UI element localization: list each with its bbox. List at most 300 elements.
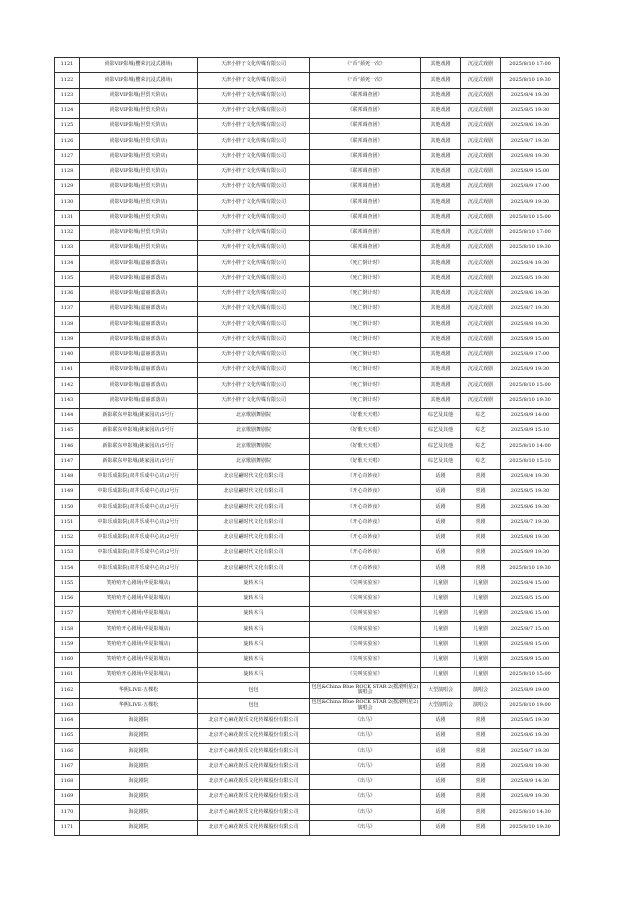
category-cell: 其他戏剧 bbox=[421, 149, 461, 164]
show-title-cell: 《死亡倒计时》 bbox=[310, 302, 421, 317]
category-cell: 其他戏剧 bbox=[421, 378, 461, 393]
subcategory-cell: 综艺 bbox=[461, 439, 501, 454]
venue-cell: 笑哈哈开心剧场(华夏影城店) bbox=[80, 607, 198, 622]
show-title-cell: 《好歌天天唱》 bbox=[310, 439, 421, 454]
organizer-cell: 旋转木马 bbox=[198, 652, 310, 667]
subcategory-cell: 沉浸式戏剧 bbox=[461, 393, 501, 408]
category-cell: 儿童剧 bbox=[421, 668, 461, 683]
row-number: 1163 bbox=[55, 698, 80, 713]
show-title-cell: 《联邦调查团》 bbox=[310, 195, 421, 210]
show-title-cell: 《好歌天天唱》 bbox=[310, 454, 421, 469]
table-row bbox=[55, 225, 560, 240]
category-cell: 综艺及其他 bbox=[421, 439, 461, 454]
organizer-cell: 天津小胖子文化传媒有限公司 bbox=[198, 149, 310, 164]
row-number: 1165 bbox=[55, 729, 80, 744]
venue-cell: 笑哈哈开心剧场(华夏影城店) bbox=[80, 668, 198, 683]
subcategory-cell: 沉浸式戏剧 bbox=[461, 149, 501, 164]
venue-cell: 海淀剧院 bbox=[80, 729, 198, 744]
venue-cell: 中影乐成影院(双井乐成中心店)2号厅 bbox=[80, 515, 198, 530]
organizer-cell: 北京歌剧舞剧院 bbox=[198, 408, 310, 423]
datetime-cell: 2025/8/9 17:00 bbox=[501, 347, 560, 362]
category-cell: 其他戏剧 bbox=[421, 195, 461, 210]
category-cell: 其他戏剧 bbox=[421, 393, 461, 408]
show-title-cell: 《联邦调查团》 bbox=[310, 88, 421, 103]
table-row bbox=[55, 500, 560, 515]
category-cell: 话剧 bbox=[421, 469, 461, 484]
table-row bbox=[55, 515, 560, 530]
show-title-cell: 《开心奇妙夜》 bbox=[310, 561, 421, 576]
show-title-cell: 《死亡倒计时》 bbox=[310, 256, 421, 271]
subcategory-cell: 儿童剧 bbox=[461, 668, 501, 683]
row-number: 1169 bbox=[55, 790, 80, 805]
show-title-cell: 《死亡倒计时》 bbox=[310, 347, 421, 362]
category-cell: 话剧 bbox=[421, 485, 461, 500]
table-row bbox=[55, 73, 560, 88]
row-number: 1162 bbox=[55, 683, 80, 698]
category-cell: 其他戏剧 bbox=[421, 73, 461, 88]
datetime-cell: 2025/8/10 19:30 bbox=[501, 561, 560, 576]
subcategory-cell: 儿童剧 bbox=[461, 591, 501, 606]
row-number: 1134 bbox=[55, 256, 80, 271]
show-title-cell: 《出马》 bbox=[310, 820, 421, 835]
datetime-cell: 2025/8/5 19:30 bbox=[501, 103, 560, 118]
datetime-cell: 2025/8/9 15:00 bbox=[501, 332, 560, 347]
show-title-cell: 《死亡倒计时》 bbox=[310, 363, 421, 378]
organizer-cell: 北京星翩时代文化有限公司 bbox=[198, 530, 310, 545]
venue-cell: 笑哈哈开心剧场(华夏影城店) bbox=[80, 622, 198, 637]
row-number: 1123 bbox=[55, 88, 80, 103]
venue-cell: 海淀剧院 bbox=[80, 805, 198, 820]
venue-cell: 海淀剧院 bbox=[80, 774, 198, 789]
datetime-cell: 2025/8/9 14:00 bbox=[501, 408, 560, 423]
show-title-cell: 《尖叫实验室》 bbox=[310, 668, 421, 683]
category-cell: 综艺及其他 bbox=[421, 454, 461, 469]
category-cell: 话剧 bbox=[421, 759, 461, 774]
show-title-cell: 《联邦调查团》 bbox=[310, 119, 421, 134]
organizer-cell: 天津小胖子文化传媒有限公司 bbox=[198, 164, 310, 179]
row-number: 1160 bbox=[55, 652, 80, 667]
subcategory-cell: 综艺 bbox=[461, 424, 501, 439]
subcategory-cell: 综艺 bbox=[461, 408, 501, 423]
organizer-cell: 北京开心麻花娱乐文化传媒股份有限公司 bbox=[198, 774, 310, 789]
category-cell: 儿童剧 bbox=[421, 591, 461, 606]
row-number: 1157 bbox=[55, 607, 80, 622]
table-row bbox=[55, 622, 560, 637]
organizer-cell: 天津小胖子文化传媒有限公司 bbox=[198, 195, 310, 210]
subcategory-cell: 沉浸式戏剧 bbox=[461, 302, 501, 317]
show-title-cell: 《开心奇妙夜》 bbox=[310, 546, 421, 561]
table-row bbox=[55, 530, 560, 545]
category-cell: 其他戏剧 bbox=[421, 363, 461, 378]
organizer-cell: 天津小胖子文化传媒有限公司 bbox=[198, 119, 310, 134]
row-number: 1149 bbox=[55, 485, 80, 500]
venue-cell: 尚影VIP影城(世贸天阶店) bbox=[80, 164, 198, 179]
organizer-cell: 天津小胖子文化传媒有限公司 bbox=[198, 393, 310, 408]
table-row bbox=[55, 576, 560, 591]
category-cell: 综艺及其他 bbox=[421, 424, 461, 439]
show-title-cell: 《出马》 bbox=[310, 713, 421, 728]
venue-cell: 笑哈哈开心剧场(华夏影城店) bbox=[80, 591, 198, 606]
venue-cell: 尚影VIP影城(世贸天阶店) bbox=[80, 210, 198, 225]
category-cell: 话剧 bbox=[421, 515, 461, 530]
organizer-cell: 北京歌剧舞剧院 bbox=[198, 424, 310, 439]
subcategory-cell: 喜剧 bbox=[461, 759, 501, 774]
datetime-cell: 2025/8/10 19:30 bbox=[501, 73, 560, 88]
subcategory-cell: 喜剧 bbox=[461, 790, 501, 805]
organizer-cell: 北京星翩时代文化有限公司 bbox=[198, 469, 310, 484]
subcategory-cell: 沉浸式戏剧 bbox=[461, 256, 501, 271]
row-number: 1159 bbox=[55, 637, 80, 652]
subcategory-cell: 沉浸式戏剧 bbox=[461, 332, 501, 347]
organizer-cell: 包包 bbox=[198, 683, 310, 698]
subcategory-cell: 沉浸式戏剧 bbox=[461, 225, 501, 240]
datetime-cell: 2025/8/9 15:00 bbox=[501, 652, 560, 667]
row-number: 1147 bbox=[55, 454, 80, 469]
category-cell: 其他戏剧 bbox=[421, 286, 461, 301]
organizer-cell: 北京开心麻花娱乐文化传媒股份有限公司 bbox=[198, 790, 310, 805]
table-row bbox=[55, 729, 560, 744]
category-cell: 其他戏剧 bbox=[421, 103, 461, 118]
datetime-cell: 2025/8/9 19:30 bbox=[501, 363, 560, 378]
datetime-cell: 2025/8/8 15:00 bbox=[501, 637, 560, 652]
organizer-cell: 天津小胖子文化传媒有限公司 bbox=[198, 286, 310, 301]
category-cell: 儿童剧 bbox=[421, 652, 461, 667]
subcategory-cell: 沉浸式戏剧 bbox=[461, 210, 501, 225]
show-title-cell: 《尖叫实验室》 bbox=[310, 591, 421, 606]
table-row bbox=[55, 164, 560, 179]
venue-cell: 海淀剧院 bbox=[80, 759, 198, 774]
table-row bbox=[55, 408, 560, 423]
table-row bbox=[55, 256, 560, 271]
table-row bbox=[55, 393, 560, 408]
venue-cell: 笑哈哈开心剧场(华夏影城店) bbox=[80, 576, 198, 591]
datetime-cell: 2025/8/10 14:00 bbox=[501, 439, 560, 454]
organizer-cell: 北京开心麻花娱乐文化传媒股份有限公司 bbox=[198, 744, 310, 759]
category-cell: 其他戏剧 bbox=[421, 119, 461, 134]
datetime-cell: 2025/8/5 15:00 bbox=[501, 591, 560, 606]
show-title-cell: 《开心奇妙夜》 bbox=[310, 530, 421, 545]
organizer-cell: 天津小胖子文化传媒有限公司 bbox=[198, 256, 310, 271]
row-number: 1146 bbox=[55, 439, 80, 454]
category-cell: 话剧 bbox=[421, 500, 461, 515]
datetime-cell: 2025/8/10 19:30 bbox=[501, 393, 560, 408]
datetime-cell: 2025/8/10 15:10 bbox=[501, 454, 560, 469]
category-cell: 话剧 bbox=[421, 530, 461, 545]
row-number: 1145 bbox=[55, 424, 80, 439]
category-cell: 话剧 bbox=[421, 744, 461, 759]
venue-cell: 海淀剧院 bbox=[80, 744, 198, 759]
subcategory-cell: 沉浸式戏剧 bbox=[461, 286, 501, 301]
row-number: 1161 bbox=[55, 668, 80, 683]
subcategory-cell: 沉浸式戏剧 bbox=[461, 347, 501, 362]
table-row bbox=[55, 668, 560, 683]
row-number: 1129 bbox=[55, 180, 80, 195]
datetime-cell: 2025/8/10 19:30 bbox=[501, 820, 560, 835]
table-row bbox=[55, 241, 560, 256]
subcategory-cell: 沉浸式戏剧 bbox=[461, 378, 501, 393]
row-number: 1133 bbox=[55, 241, 80, 256]
subcategory-cell: 喜剧 bbox=[461, 561, 501, 576]
venue-cell: 海淀剧院 bbox=[80, 820, 198, 835]
datetime-cell: 2025/8/6 19:30 bbox=[501, 729, 560, 744]
show-title-cell: 《联邦调查团》 bbox=[310, 164, 421, 179]
venue-cell: 中影乐成影院(双井乐成中心店)2号厅 bbox=[80, 469, 198, 484]
organizer-cell: 天津小胖子文化传媒有限公司 bbox=[198, 73, 310, 88]
category-cell: 话剧 bbox=[421, 561, 461, 576]
table-row bbox=[55, 561, 560, 576]
organizer-cell: 北京星翩时代文化有限公司 bbox=[198, 500, 310, 515]
show-title-cell: 《联邦调查团》 bbox=[310, 103, 421, 118]
venue-cell: 尚影VIP影城(世贸天阶店) bbox=[80, 103, 198, 118]
subcategory-cell: 儿童剧 bbox=[461, 622, 501, 637]
venue-cell: 尚影VIP影城(世贸天阶店) bbox=[80, 88, 198, 103]
subcategory-cell: 喜剧 bbox=[461, 713, 501, 728]
venue-cell: 中影乐成影院(双井乐成中心店)2号厅 bbox=[80, 561, 198, 576]
category-cell: 话剧 bbox=[421, 820, 461, 835]
subcategory-cell: 喜剧 bbox=[461, 546, 501, 561]
organizer-cell: 北京开心麻花娱乐文化传媒股份有限公司 bbox=[198, 805, 310, 820]
datetime-cell: 2025/8/10 19:30 bbox=[501, 241, 560, 256]
row-number: 1150 bbox=[55, 500, 80, 515]
datetime-cell: 2025/8/7 19:30 bbox=[501, 302, 560, 317]
venue-cell: 华熙LIVE·五棵松 bbox=[80, 683, 198, 698]
organizer-cell: 天津小胖子文化传媒有限公司 bbox=[198, 180, 310, 195]
venue-cell: 笑哈哈开心剧场(华夏影城店) bbox=[80, 637, 198, 652]
subcategory-cell: 喜剧 bbox=[461, 774, 501, 789]
show-title-cell: 《开心奇妙夜》 bbox=[310, 500, 421, 515]
row-number: 1125 bbox=[55, 119, 80, 134]
row-number: 1130 bbox=[55, 195, 80, 210]
organizer-cell: 天津小胖子文化传媒有限公司 bbox=[198, 134, 310, 149]
category-cell: 话剧 bbox=[421, 790, 461, 805]
category-cell: 话剧 bbox=[421, 713, 461, 728]
show-title-cell: 《死亡倒计时》 bbox=[310, 393, 421, 408]
venue-cell: 尚影VIP影城(世贸天阶店) bbox=[80, 149, 198, 164]
show-title-cell: 《联邦调查团》 bbox=[310, 225, 421, 240]
row-number: 1124 bbox=[55, 103, 80, 118]
show-title-cell: 《出马》 bbox=[310, 744, 421, 759]
category-cell: 其他戏剧 bbox=[421, 271, 461, 286]
datetime-cell: 2025/8/7 19:30 bbox=[501, 515, 560, 530]
organizer-cell: 旋转木马 bbox=[198, 622, 310, 637]
datetime-cell: 2025/8/6 19:30 bbox=[501, 500, 560, 515]
show-title-cell: 《开心奇妙夜》 bbox=[310, 469, 421, 484]
organizer-cell: 北京星翩时代文化有限公司 bbox=[198, 546, 310, 561]
datetime-cell: 2025/8/10 15:00 bbox=[501, 668, 560, 683]
organizer-cell: 天津小胖子文化传媒有限公司 bbox=[198, 271, 310, 286]
row-number: 1151 bbox=[55, 515, 80, 530]
table-row bbox=[55, 820, 560, 835]
datetime-cell: 2025/8/9 19:30 bbox=[501, 546, 560, 561]
datetime-cell: 2025/8/5 19:30 bbox=[501, 713, 560, 728]
category-cell: 综艺及其他 bbox=[421, 408, 461, 423]
subcategory-cell: 喜剧 bbox=[461, 515, 501, 530]
show-title-cell: 《尖叫实验室》 bbox=[310, 622, 421, 637]
show-title-cell: 《出马》 bbox=[310, 729, 421, 744]
show-title-cell: 《好歌天天唱》 bbox=[310, 408, 421, 423]
datetime-cell: 2025/8/8 19:30 bbox=[501, 530, 560, 545]
show-title-cell: 《尖叫实验室》 bbox=[310, 607, 421, 622]
table-body bbox=[55, 58, 560, 836]
organizer-cell: 旋转木马 bbox=[198, 591, 310, 606]
subcategory-cell: 喜剧 bbox=[461, 820, 501, 835]
row-number: 1142 bbox=[55, 378, 80, 393]
subcategory-cell: 沉浸式戏剧 bbox=[461, 164, 501, 179]
datetime-cell: 2025/8/4 15:00 bbox=[501, 576, 560, 591]
row-number: 1122 bbox=[55, 73, 80, 88]
subcategory-cell: 沉浸式戏剧 bbox=[461, 180, 501, 195]
show-title-cell: 《出马》 bbox=[310, 805, 421, 820]
organizer-cell: 旋转木马 bbox=[198, 637, 310, 652]
show-title-cell: 《联邦调查团》 bbox=[310, 210, 421, 225]
table-row bbox=[55, 347, 560, 362]
row-number: 1148 bbox=[55, 469, 80, 484]
table-row bbox=[55, 286, 560, 301]
table-row bbox=[55, 774, 560, 789]
subcategory-cell: 沉浸式戏剧 bbox=[461, 134, 501, 149]
organizer-cell: 北京歌剧舞剧院 bbox=[198, 454, 310, 469]
row-number: 1135 bbox=[55, 271, 80, 286]
row-number: 1152 bbox=[55, 530, 80, 545]
show-title-cell: 《联邦调查团》 bbox=[310, 180, 421, 195]
performance-schedule-table bbox=[54, 57, 560, 836]
organizer-cell: 天津小胖子文化传媒有限公司 bbox=[198, 363, 310, 378]
venue-cell: 尚影VIP影城(世贸天阶店) bbox=[80, 119, 198, 134]
category-cell: 大型演唱会 bbox=[421, 683, 461, 698]
row-number: 1156 bbox=[55, 591, 80, 606]
show-title-cell: 《出马》 bbox=[310, 774, 421, 789]
category-cell: 其他戏剧 bbox=[421, 225, 461, 240]
show-title-cell: 《开心奇妙夜》 bbox=[310, 485, 421, 500]
table-row bbox=[55, 790, 560, 805]
datetime-cell: 2025/8/7 19:30 bbox=[501, 744, 560, 759]
datetime-cell: 2025/8/9 14:30 bbox=[501, 774, 560, 789]
row-number: 1132 bbox=[55, 225, 80, 240]
datetime-cell: 2025/8/8 19:30 bbox=[501, 317, 560, 332]
row-number: 1143 bbox=[55, 393, 80, 408]
venue-cell: 新影联东申影城(姚家园店)5号厅 bbox=[80, 424, 198, 439]
table-row bbox=[55, 637, 560, 652]
venue-cell: 尚影VIP影城(嘉丽部落店) bbox=[80, 256, 198, 271]
venue-cell: 海淀剧院 bbox=[80, 790, 198, 805]
show-title-cell: 《出马》 bbox=[310, 759, 421, 774]
datetime-cell: 2025/8/9 15:00 bbox=[501, 164, 560, 179]
organizer-cell: 天津小胖子文化传媒有限公司 bbox=[198, 347, 310, 362]
show-title-cell: 《尖叫实验室》 bbox=[310, 637, 421, 652]
table-row bbox=[55, 454, 560, 469]
venue-cell: 尚影VIP影城(嘉丽部落店) bbox=[80, 347, 198, 362]
row-number: 1136 bbox=[55, 286, 80, 301]
row-number: 1144 bbox=[55, 408, 80, 423]
organizer-cell: 旋转木马 bbox=[198, 576, 310, 591]
datetime-cell: 2025/8/4 19:30 bbox=[501, 256, 560, 271]
table-row bbox=[55, 58, 560, 73]
subcategory-cell: 喜剧 bbox=[461, 805, 501, 820]
category-cell: 话剧 bbox=[421, 774, 461, 789]
row-number: 1154 bbox=[55, 561, 80, 576]
show-title-cell: 《“币”须死一次》 bbox=[310, 73, 421, 88]
table-row bbox=[55, 759, 560, 774]
table-row bbox=[55, 805, 560, 820]
datetime-cell: 2025/8/9 17:00 bbox=[501, 180, 560, 195]
subcategory-cell: 沉浸式戏剧 bbox=[461, 241, 501, 256]
table-row bbox=[55, 698, 560, 713]
category-cell: 大型演唱会 bbox=[421, 698, 461, 713]
subcategory-cell: 儿童剧 bbox=[461, 576, 501, 591]
subcategory-cell: 沉浸式戏剧 bbox=[461, 103, 501, 118]
show-title-cell: 《死亡倒计时》 bbox=[310, 378, 421, 393]
table-row bbox=[55, 363, 560, 378]
organizer-cell: 北京星翩时代文化有限公司 bbox=[198, 561, 310, 576]
table-row bbox=[55, 546, 560, 561]
table-row bbox=[55, 149, 560, 164]
organizer-cell: 天津小胖子文化传媒有限公司 bbox=[198, 58, 310, 73]
datetime-cell: 2025/8/9 19:30 bbox=[501, 195, 560, 210]
table-row bbox=[55, 180, 560, 195]
show-title-cell: 《联邦调查团》 bbox=[310, 149, 421, 164]
organizer-cell: 天津小胖子文化传媒有限公司 bbox=[198, 241, 310, 256]
organizer-cell: 天津小胖子文化传媒有限公司 bbox=[198, 210, 310, 225]
datetime-cell: 2025/8/5 19:30 bbox=[501, 485, 560, 500]
row-number: 1166 bbox=[55, 744, 80, 759]
datetime-cell: 2025/8/10 17:00 bbox=[501, 225, 560, 240]
venue-cell: 尚影VIP影城(世贸天阶店) bbox=[80, 241, 198, 256]
table-row bbox=[55, 271, 560, 286]
row-number: 1127 bbox=[55, 149, 80, 164]
category-cell: 儿童剧 bbox=[421, 637, 461, 652]
row-number: 1131 bbox=[55, 210, 80, 225]
show-title-cell: 包包&China Blue ROCK STAR 2(摇滚明星2)演唱会 bbox=[310, 683, 421, 698]
organizer-cell: 旋转木马 bbox=[198, 607, 310, 622]
venue-cell: 尚影VIP影城(樱荣沉浸式剧场) bbox=[80, 73, 198, 88]
datetime-cell: 2025/8/7 19:30 bbox=[501, 134, 560, 149]
subcategory-cell: 沉浸式戏剧 bbox=[461, 195, 501, 210]
datetime-cell: 2025/8/8 19:30 bbox=[501, 759, 560, 774]
venue-cell: 尚影VIP影城(嘉丽部落店) bbox=[80, 378, 198, 393]
category-cell: 其他戏剧 bbox=[421, 332, 461, 347]
category-cell: 其他戏剧 bbox=[421, 210, 461, 225]
table-row bbox=[55, 134, 560, 149]
venue-cell: 尚影VIP影城(嘉丽部落店) bbox=[80, 286, 198, 301]
venue-cell: 新影联东申影城(姚家园店)5号厅 bbox=[80, 439, 198, 454]
row-number: 1167 bbox=[55, 759, 80, 774]
datetime-cell: 2025/8/9 15:10 bbox=[501, 424, 560, 439]
venue-cell: 尚影VIP影城(嘉丽部落店) bbox=[80, 363, 198, 378]
table-row bbox=[55, 683, 560, 698]
table-row bbox=[55, 88, 560, 103]
table-row bbox=[55, 485, 560, 500]
datetime-cell: 2025/8/6 19:30 bbox=[501, 286, 560, 301]
category-cell: 话剧 bbox=[421, 729, 461, 744]
show-title-cell: 包包&China Blue ROCK STAR 2(摇滚明星2)演唱会 bbox=[310, 698, 421, 713]
category-cell: 其他戏剧 bbox=[421, 317, 461, 332]
table-row bbox=[55, 119, 560, 134]
venue-cell: 新影联东申影城(姚家园店)5号厅 bbox=[80, 454, 198, 469]
organizer-cell: 包包 bbox=[198, 698, 310, 713]
subcategory-cell: 沉浸式戏剧 bbox=[461, 317, 501, 332]
subcategory-cell: 喜剧 bbox=[461, 530, 501, 545]
table-row bbox=[55, 317, 560, 332]
datetime-cell: 2025/8/10 15:00 bbox=[501, 210, 560, 225]
show-title-cell: 《死亡倒计时》 bbox=[310, 317, 421, 332]
datetime-cell: 2025/8/7 15:00 bbox=[501, 622, 560, 637]
show-title-cell: 《尖叫实验室》 bbox=[310, 576, 421, 591]
row-number: 1141 bbox=[55, 363, 80, 378]
table-row bbox=[55, 744, 560, 759]
venue-cell: 中影乐成影院(双井乐成中心店)2号厅 bbox=[80, 485, 198, 500]
venue-cell: 尚影VIP影城(嘉丽部落店) bbox=[80, 302, 198, 317]
organizer-cell: 天津小胖子文化传媒有限公司 bbox=[198, 378, 310, 393]
